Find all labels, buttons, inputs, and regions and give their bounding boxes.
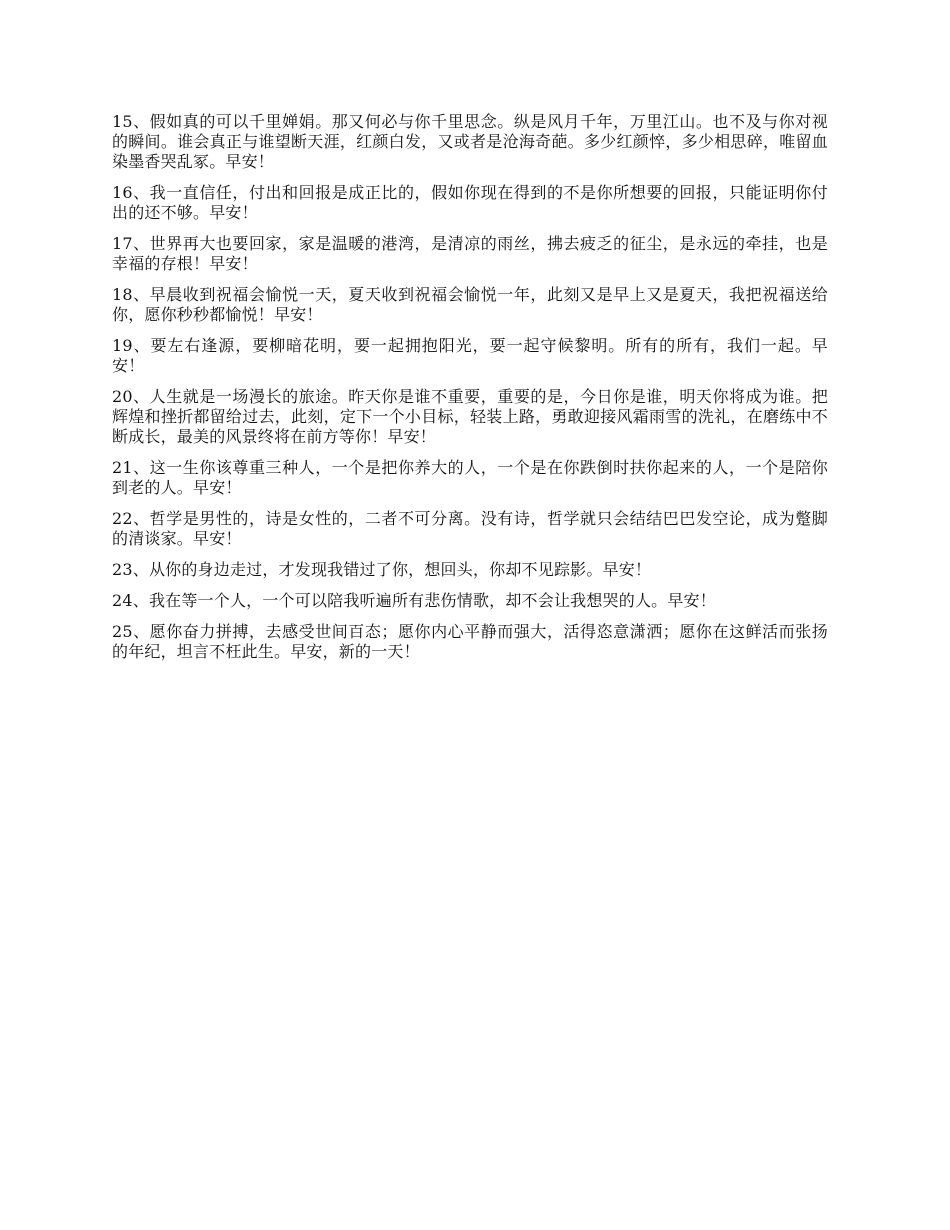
- paragraph-15: 15、假如真的可以千里婵娟。那又何必与你千里思念。纵是风月千年，万里江山。也不及与你对视的瞬间。谁会真正与谁望断天涯，红颜白发，又或者是沧海奇葩。多少红颜悴，多少相思碎，唯留血染墨香哭乱冢。早安！: [112, 112, 828, 171]
- paragraph-23: 23、从你的身边走过，才发现我错过了你，想回头，你却不见踪影。早安！: [112, 560, 652, 579]
- paragraph-22: 22、哲学是男性的，诗是女性的，二者不可分离。没有诗，哲学就只会结结巴巴发空论，成为蹩脚的清谈家。早安！: [112, 509, 828, 548]
- paragraph-24: 24、我在等一个人，一个可以陪我听遍所有悲伤情歌，却不会让我想哭的人。早安！: [112, 591, 716, 610]
- paragraph-19: 19、要左右逢源，要柳暗花明，要一起拥抱阳光，要一起守候黎明。所有的所有，我们一起。早安！: [112, 336, 828, 375]
- paragraph-25: 25、愿你奋力拼搏，去感受世间百态；愿你内心平静而强大，活得恣意潇洒；愿你在这鲜活而张扬的年纪，坦言不枉此生。早安，新的一天！: [112, 622, 828, 661]
- paragraph-18: 18、早晨收到祝福会愉悦一天，夏天收到祝福会愉悦一年，此刻又是早上又是夏天，我把祝福送给你，愿你秒秒都愉悦！早安！: [112, 285, 828, 324]
- paragraph-17: 17、世界再大也要回家，家是温暖的港湾，是清凉的雨丝，拂去疲乏的征尘，是永远的牵挂，也是幸福的存根！早安！: [112, 234, 828, 273]
- paragraph-21: 21、这一生你该尊重三种人，一个是把你养大的人，一个是在你跌倒时扶你起来的人，一个是陪你到老的人。早安！: [112, 458, 828, 497]
- document-body: [112, 112, 828, 673]
- paragraph-20: 20、人生就是一场漫长的旅途。昨天你是谁不重要，重要的是，今日你是谁，明天你将成为谁。把辉煌和挫折都留给过去，此刻，定下一个小目标，轻装上路，勇敢迎接风霜雨雪的洗礼，在磨练中不断成长，最美的风景终将在前方等你！早安！: [112, 387, 828, 446]
- paragraph-16: 16、我一直信任，付出和回报是成正比的，假如你现在得到的不是你所想要的回报，只能证明你付出的还不够。早安！: [112, 183, 828, 222]
